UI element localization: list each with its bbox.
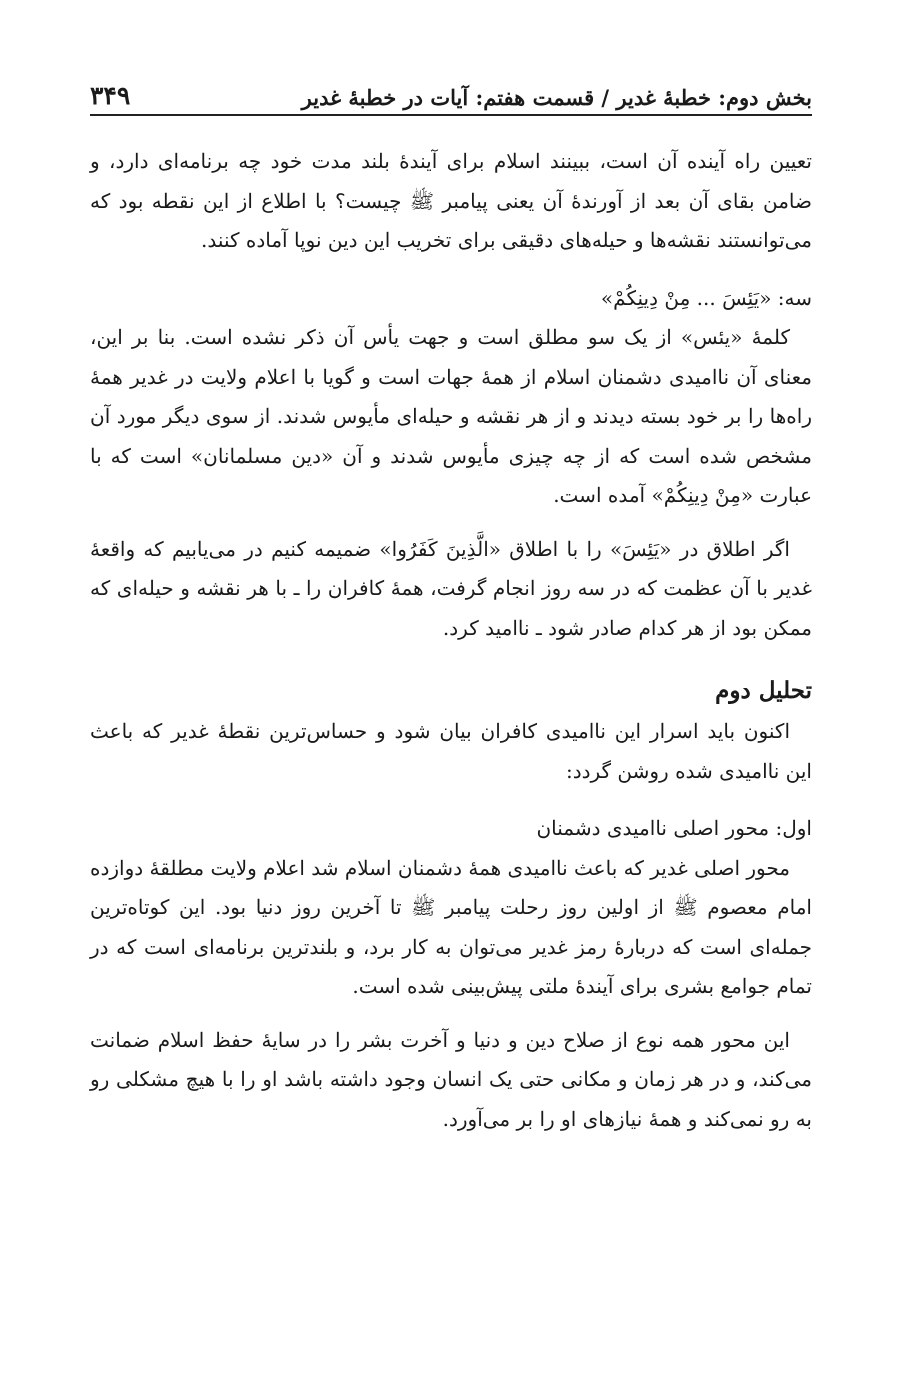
subsection-label: اول: محور اصلی ناامیدی دشمنان: [536, 816, 812, 840]
paragraph: اکنون باید اسرار این ناامیدی کافران بیان شود و حساس‌ترین نقطۀ غدیر که باعث این ناامیدی شده روشن گردد:: [90, 719, 812, 783]
running-title: بخش دوم: خطبۀ غدیر / قسمت هفتم: آیات در خطبۀ غدیر: [301, 85, 812, 110]
page-body: [90, 142, 812, 1139]
paragraph: محور اصلی غدیر که باعث ناامیدی همۀ دشمنان اسلام شد اعلام ولایت مطلقۀ دوازده امام معصوم ﷺ از اولین روز رحلت پیامبر ﷺ تا آخرین روز دنیا بود. این کوتاه‌ترین جمله‌ای است که دربارۀ رمز غدیر می‌توان به کار برد، و بلندترین برنامه‌ای است که در تمام جوامع بشری برای آیندۀ ملتی پیش‌بینی شده است.: [90, 855, 812, 998]
page-header: [90, 62, 812, 116]
book-page: [90, 62, 812, 1139]
section-heading: تحلیل دوم: [715, 677, 812, 704]
page-number: ۳۴۹: [90, 81, 131, 110]
paragraph: تعیین راه آینده آن است، ببینند اسلام برای آیندۀ بلند مدت خود چه برنامه‌ای دارد، و ضامن بقای آن بعد از آورندۀ آن یعنی پیامبر ﷺ چیست؟ با اطلاع از این نقطه بود که می‌توانستند نقشه‌ها و حیله‌های دقیقی برای تخریب این دین نوپا آماده کنند.: [90, 149, 812, 252]
paragraph: اگر اطلاق در «یَئِسَ» را با اطلاق «الَّذِینَ كَفَرُوا» ضمیمه کنیم در می‌یابیم که واقعۀ غدیر با آن عظمت که در سه روز انجام گرفت، همۀ کافران را ـ با هر نقشه و حیله‌ای که ممکن بود از هر کدام صادر شود ـ ناامید کرد.: [90, 536, 812, 640]
subsection-label: سه: «یَئِسَ ... مِنْ دِینِكُمْ»: [600, 285, 812, 310]
paragraph: کلمۀ «یئس» از یک سو مطلق است و جهت یأس آن ذکر نشده است. بنا بر این، معنای آن ناامیدی دشمنان اسلام از همۀ جهات است و گویا با اعلام ولایت در غدیر همۀ راه‌ها را بر خود بسته دیدند و از هر نقشه و حیله‌ای مأیوس شدند. از سوی دیگر مورد آن مشخص شده است که از چه چیزی مأیوس شدند و آن «دین مسلمانان» است که با عبارت «مِنْ دِینِكُمْ» آمده است.: [90, 325, 812, 507]
paragraph: این محور همه نوع از صلاح دین و دنیا و آخرت بشر را در سایۀ حفظ اسلام ضمانت می‌کند، و در هر زمان و مکانی حتی یک انسان وجود داشته باشد او را با هیچ مشکلی رو به رو نمی‌کند و همۀ نیازهای او را بر می‌آورد.: [90, 1027, 812, 1131]
